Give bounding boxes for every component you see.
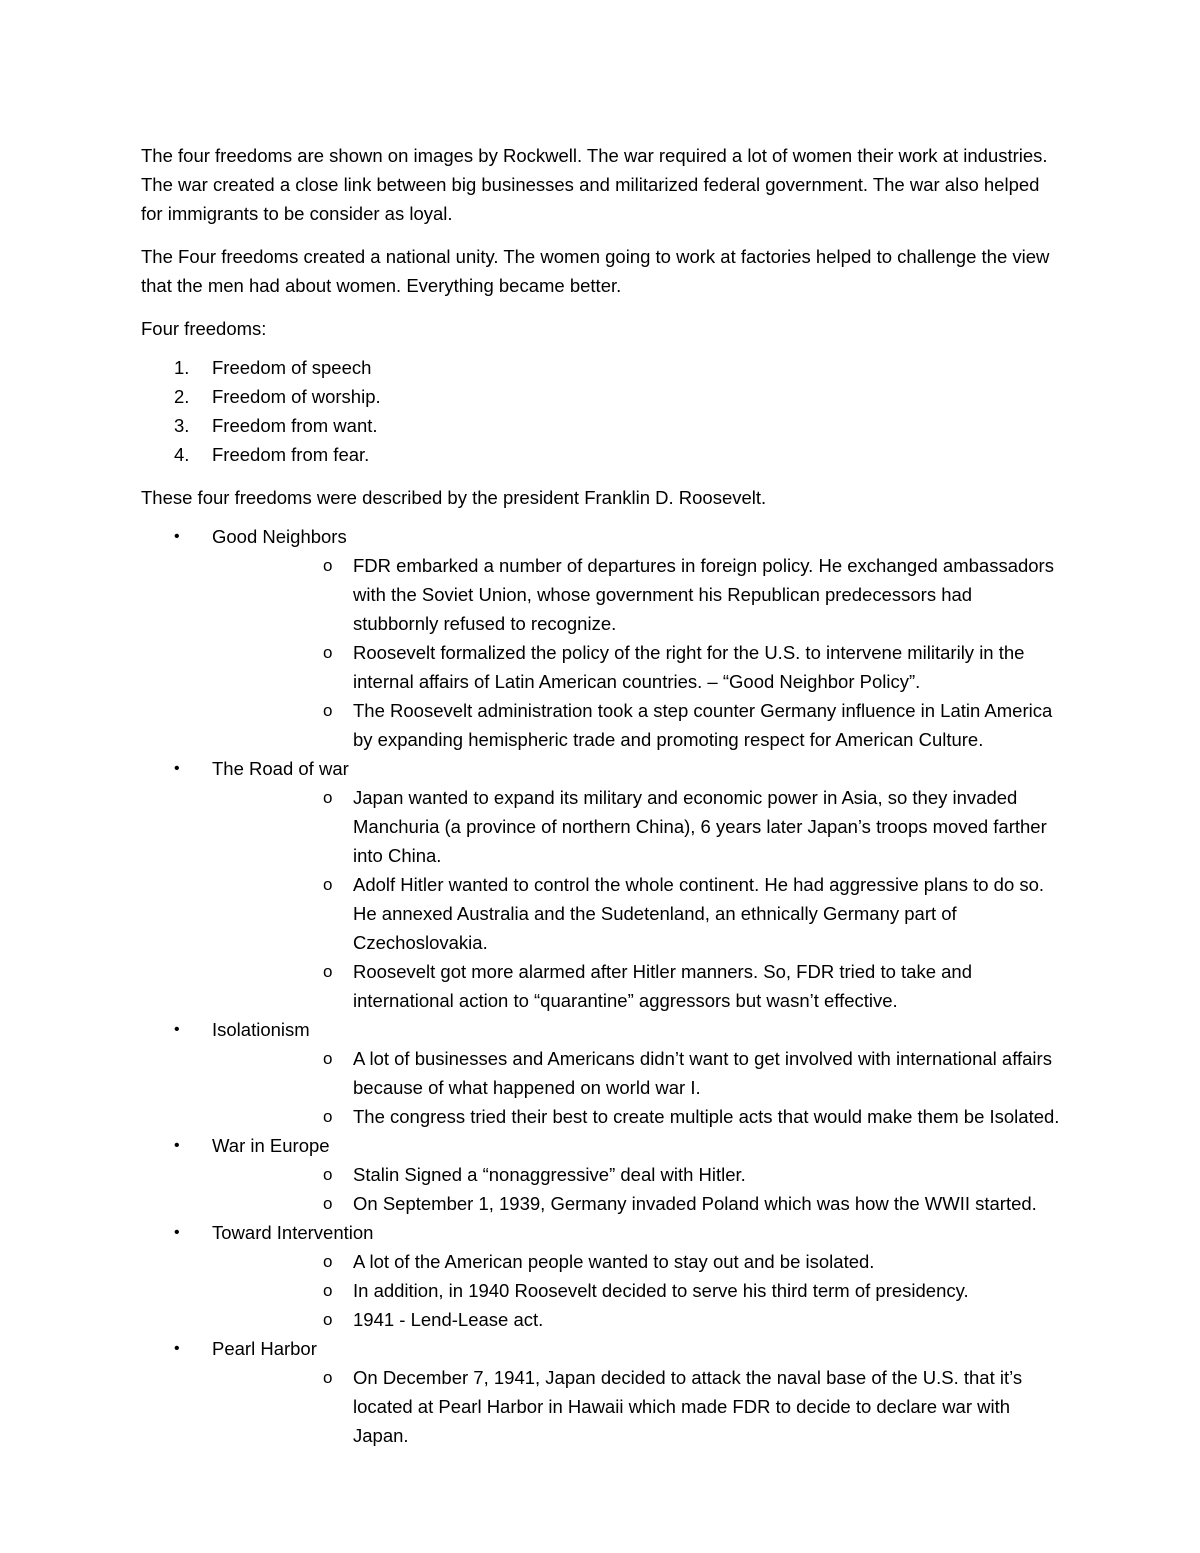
topic-toward-intervention	[141, 1218, 1061, 1334]
topics-list	[141, 522, 1061, 1450]
sub-item-text: The Roosevelt administration took a step counter Germany influence in Latin America by expanding hemispheric trade and promoting respect for American Culture.	[353, 700, 1053, 750]
sub-item-text: The congress tried their best to create multiple acts that would make them be Isolated.	[353, 1106, 1060, 1127]
topic-title: Isolationism	[212, 1019, 310, 1040]
sub-list-item	[283, 1247, 1061, 1276]
topic-title: Good Neighbors	[212, 526, 347, 547]
sub-item-text: Stalin Signed a “nonaggressive” deal with Hitler.	[353, 1164, 746, 1185]
sub-list	[212, 1363, 1061, 1450]
bullet-icon: •	[174, 1137, 180, 1154]
sub-list-item	[283, 696, 1061, 754]
sub-list-item	[283, 1189, 1061, 1218]
circle-bullet-icon: o	[323, 1252, 333, 1271]
bullet-icon: •	[174, 1021, 180, 1038]
topic-good-neighbors	[141, 522, 1061, 754]
circle-bullet-icon: o	[323, 1281, 333, 1300]
sub-list-item	[283, 1160, 1061, 1189]
sub-list-item	[283, 1044, 1061, 1102]
list-number: 2.	[174, 386, 190, 407]
list-item	[141, 411, 1061, 440]
intro-paragraph-1: The four freedoms are shown on images by Rockwell. The war required a lot of women their work at industries. The war created a close link between big businesses and militarized federal government. The war also helped for immigrants to be consider as loyal.	[141, 145, 1048, 224]
circle-bullet-icon: o	[323, 1310, 333, 1329]
circle-bullet-icon: o	[323, 1194, 333, 1213]
bullet-icon: •	[174, 528, 180, 545]
circle-bullet-icon: o	[323, 1368, 333, 1387]
list-item	[141, 382, 1061, 411]
circle-bullet-icon: o	[323, 875, 333, 894]
sub-list-item	[283, 1305, 1061, 1334]
topic-isolationism	[141, 1015, 1061, 1131]
intro-paragraph-2: The Four freedoms created a national unity. The women going to work at factories helped to challenge the view that the men had about women. Everything became better.	[141, 246, 1050, 296]
list-item	[141, 353, 1061, 382]
sub-list	[212, 783, 1061, 1015]
circle-bullet-icon: o	[323, 643, 333, 662]
freedoms-list	[141, 353, 1061, 469]
sub-list-item	[283, 1276, 1061, 1305]
sub-item-text: On December 7, 1941, Japan decided to attack the naval base of the U.S. that it’s located at Pearl Harbor in Hawaii which made FDR to decide to declare war with Japan.	[353, 1367, 1023, 1446]
sub-list-item	[283, 783, 1061, 870]
document-body	[141, 141, 1061, 1450]
sub-list	[212, 1247, 1061, 1334]
sub-item-text: FDR embarked a number of departures in foreign policy. He exchanged ambassadors with the Soviet Union, whose government his Republican predecessors had stubbornly refused to recognize.	[353, 555, 1054, 634]
circle-bullet-icon: o	[323, 556, 333, 575]
sub-list-item	[283, 1102, 1061, 1131]
circle-bullet-icon: o	[323, 1165, 333, 1184]
topic-title: Toward Intervention	[212, 1222, 374, 1243]
list-item-text: Freedom of speech	[212, 357, 372, 378]
topic-pearl-harbor	[141, 1334, 1061, 1450]
sub-item-text: Japan wanted to expand its military and economic power in Asia, so they invaded Manchuria (a province of northern China), 6 years later Japan’s troops moved farther into China.	[353, 787, 1047, 866]
list-number: 4.	[174, 444, 190, 465]
sub-list	[212, 551, 1061, 754]
circle-bullet-icon: o	[323, 962, 333, 981]
sub-list-item	[283, 870, 1061, 957]
bullet-icon: •	[174, 1340, 180, 1357]
sub-list-item	[283, 638, 1061, 696]
topic-road-of-war	[141, 754, 1061, 1015]
sub-item-text: Adolf Hitler wanted to control the whole continent. He had aggressive plans to do so. He annexed Australia and the Sudetenland, an ethnically Germany part of Czechoslovakia.	[353, 874, 1045, 953]
circle-bullet-icon: o	[323, 701, 333, 720]
sub-item-text: Roosevelt formalized the policy of the right for the U.S. to intervene militarily in the internal affairs of Latin American countries. – “Good Neighbor Policy”.	[353, 642, 1025, 692]
list-item-text: Freedom from fear.	[212, 444, 370, 465]
summary-paragraph: These four freedoms were described by the president Franklin D. Roosevelt.	[141, 487, 767, 508]
topic-title: War in Europe	[212, 1135, 330, 1156]
sub-item-text: Roosevelt got more alarmed after Hitler manners. So, FDR tried to take and international action to “quarantine” aggressors but wasn’t effective.	[353, 961, 972, 1011]
topic-title: The Road of war	[212, 758, 349, 779]
sub-list	[212, 1160, 1061, 1218]
bullet-icon: •	[174, 1224, 180, 1241]
sub-item-text: On September 1, 1939, Germany invaded Poland which was how the WWII started.	[353, 1193, 1037, 1214]
sub-item-text: 1941 - Lend-Lease act.	[353, 1309, 544, 1330]
circle-bullet-icon: o	[323, 788, 333, 807]
sub-list	[212, 1044, 1061, 1131]
sub-list-item	[283, 1363, 1061, 1450]
sub-item-text: A lot of the American people wanted to stay out and be isolated.	[353, 1251, 875, 1272]
sub-list-item	[283, 551, 1061, 638]
list-item-text: Freedom of worship.	[212, 386, 381, 407]
list-item-text: Freedom from want.	[212, 415, 378, 436]
four-freedoms-heading: Four freedoms:	[141, 318, 267, 339]
list-item	[141, 440, 1061, 469]
sub-item-text: In addition, in 1940 Roosevelt decided to serve his third term of presidency.	[353, 1280, 969, 1301]
circle-bullet-icon: o	[323, 1107, 333, 1126]
list-number: 1.	[174, 357, 190, 378]
bullet-icon: •	[174, 760, 180, 777]
circle-bullet-icon: o	[323, 1049, 333, 1068]
sub-item-text: A lot of businesses and Americans didn’t want to get involved with international affairs because of what happened on world war I.	[353, 1048, 1052, 1098]
sub-list-item	[283, 957, 1061, 1015]
list-number: 3.	[174, 415, 190, 436]
topic-title: Pearl Harbor	[212, 1338, 317, 1359]
topic-war-in-europe	[141, 1131, 1061, 1218]
